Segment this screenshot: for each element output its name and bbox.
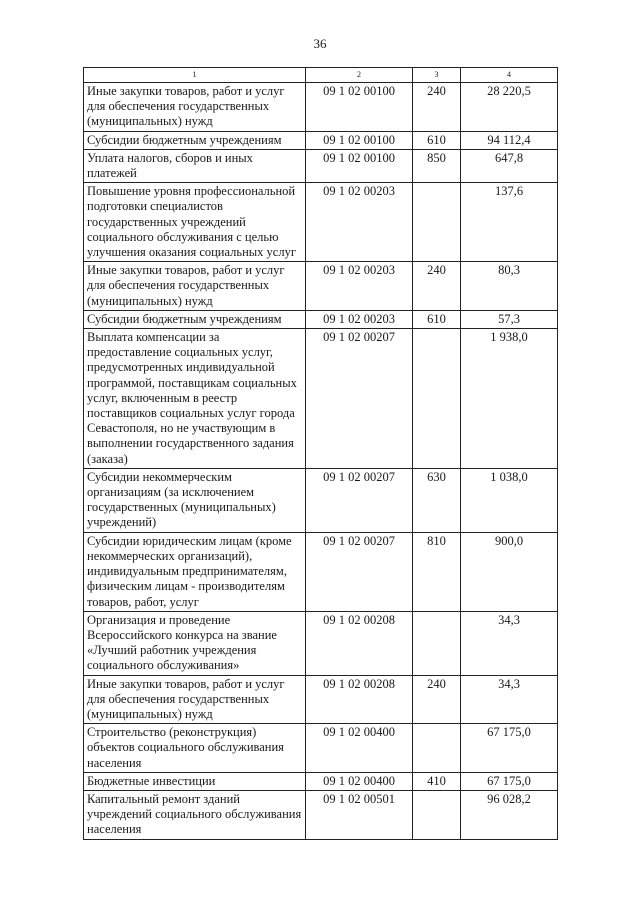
amount-cell: 34,3 [461, 675, 558, 724]
table-row [84, 772, 558, 790]
code-cell: 09 1 02 00207 [306, 532, 413, 611]
expense-type-cell: 610 [413, 310, 461, 328]
code-cell: 09 1 02 00100 [306, 83, 413, 132]
code-cell: 09 1 02 00208 [306, 675, 413, 724]
name-cell: Иные закупки товаров, работ и услуг для обеспечения государственных (муниципальных) нужд [84, 83, 306, 132]
name-cell: Бюджетные инвестиции [84, 772, 306, 790]
expense-type-cell: 410 [413, 772, 461, 790]
expense-type-cell: 810 [413, 532, 461, 611]
expense-type-cell: 240 [413, 675, 461, 724]
amount-cell: 1 038,0 [461, 468, 558, 532]
column-header: 2 [306, 68, 413, 83]
amount-cell: 67 175,0 [461, 724, 558, 773]
name-cell: Организация и проведение Всероссийского конкурса на звание «Лучший работник учреждения социального обслуживания» [84, 611, 306, 675]
expense-type-cell: 240 [413, 83, 461, 132]
table-row [84, 131, 558, 149]
name-cell: Иные закупки товаров, работ и услуг для обеспечения государственных (муниципальных) нужд [84, 262, 306, 311]
page-number: 36 [313, 36, 327, 51]
table-row [84, 790, 558, 839]
amount-cell: 34,3 [461, 611, 558, 675]
amount-cell: 67 175,0 [461, 772, 558, 790]
amount-cell: 94 112,4 [461, 131, 558, 149]
expense-type-cell [413, 329, 461, 469]
code-cell: 09 1 02 00501 [306, 790, 413, 839]
table-row [84, 724, 558, 773]
name-cell: Иные закупки товаров, работ и услуг для обеспечения государственных (муниципальных) нужд [84, 675, 306, 724]
table-row [84, 149, 558, 182]
expense-type-cell: 610 [413, 131, 461, 149]
amount-cell: 28 220,5 [461, 83, 558, 132]
column-header: 1 [84, 68, 306, 83]
table-row [84, 532, 558, 611]
expense-type-cell: 630 [413, 468, 461, 532]
code-cell: 09 1 02 00203 [306, 310, 413, 328]
table-row [84, 262, 558, 311]
expense-type-cell [413, 790, 461, 839]
name-cell: Строительство (реконструкция) объектов социального обслуживания населения [84, 724, 306, 773]
amount-cell: 900,0 [461, 532, 558, 611]
table-row [84, 611, 558, 675]
code-cell: 09 1 02 00207 [306, 468, 413, 532]
expense-type-cell [413, 183, 461, 262]
code-cell: 09 1 02 00207 [306, 329, 413, 469]
table-row [84, 183, 558, 262]
code-cell: 09 1 02 00400 [306, 772, 413, 790]
budget-table [83, 67, 558, 840]
amount-cell: 1 938,0 [461, 329, 558, 469]
name-cell: Субсидии некоммерческим организациям (за исключением государственных (муниципальных) учреждений) [84, 468, 306, 532]
table-header-row [84, 68, 558, 83]
code-cell: 09 1 02 00100 [306, 149, 413, 182]
expense-type-cell [413, 724, 461, 773]
name-cell: Субсидии юридическим лицам (кроме некоммерческих организаций), индивидуальным предпринимателям, физическим лицам - производителям товаров, работ, услуг [84, 532, 306, 611]
code-cell: 09 1 02 00203 [306, 183, 413, 262]
code-cell: 09 1 02 00208 [306, 611, 413, 675]
amount-cell: 57,3 [461, 310, 558, 328]
expense-type-cell: 850 [413, 149, 461, 182]
amount-cell: 96 028,2 [461, 790, 558, 839]
name-cell: Повышение уровня профессиональной подготовки специалистов государственных учреждений социального обслуживания с целью улучшения оказания социальных услуг [84, 183, 306, 262]
name-cell: Выплата компенсации за предоставление социальных услуг, предусмотренных индивидуальной программой, поставщикам социальных услуг, включенным в реестр поставщиков социальных услуг города Севастополя, но не участвующим в выполнении государственного задания (заказа) [84, 329, 306, 469]
table-row [84, 83, 558, 132]
code-cell: 09 1 02 00100 [306, 131, 413, 149]
name-cell: Уплата налогов, сборов и иных платежей [84, 149, 306, 182]
table-row [84, 675, 558, 724]
amount-cell: 647,8 [461, 149, 558, 182]
column-header: 4 [461, 68, 558, 83]
column-header: 3 [413, 68, 461, 83]
table-row [84, 329, 558, 469]
code-cell: 09 1 02 00400 [306, 724, 413, 773]
expense-type-cell [413, 611, 461, 675]
amount-cell: 80,3 [461, 262, 558, 311]
code-cell: 09 1 02 00203 [306, 262, 413, 311]
name-cell: Капитальный ремонт зданий учреждений социального обслуживания населения [84, 790, 306, 839]
table-row [84, 310, 558, 328]
table-row [84, 468, 558, 532]
expense-type-cell: 240 [413, 262, 461, 311]
name-cell: Субсидии бюджетным учреждениям [84, 310, 306, 328]
amount-cell: 137,6 [461, 183, 558, 262]
name-cell: Субсидии бюджетным учреждениям [84, 131, 306, 149]
